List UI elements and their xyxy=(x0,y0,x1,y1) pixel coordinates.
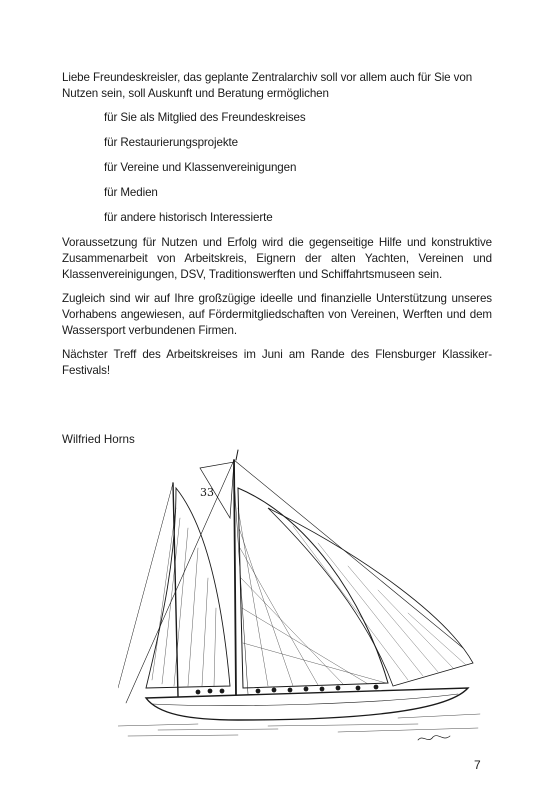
intro-paragraph: Liebe Freundeskreisler, das geplante Zentralarchiv soll vor allem auch für Sie von Nutzen sein, soll Auskunft und Beratung ermöglichen xyxy=(62,71,473,100)
signature: Wilfried Horns xyxy=(62,433,135,446)
body-text xyxy=(62,70,492,387)
sail-number: 33 xyxy=(200,486,214,499)
sailing-yacht-illustration xyxy=(118,448,488,748)
genoa xyxy=(268,508,473,686)
paragraph-support: Zugleich sind wir auf Ihre großzügige ideelle und finanzielle Unterstützung unseres Vorhabens angewiesen, auf Fördermitgliedschaften von Vereinen, Werften und dem Wassersport verbundenen Firmen. xyxy=(62,292,492,337)
list-item: für andere historisch Interessierte xyxy=(104,211,273,224)
mainsail xyxy=(238,488,388,688)
audience-list xyxy=(104,110,492,226)
list-item: für Vereine und Klassenvereinigungen xyxy=(104,161,297,174)
list-item: für Sie als Mitglied des Freundeskreises xyxy=(104,111,306,124)
artist-signature xyxy=(418,736,450,740)
list-item: für Medien xyxy=(104,186,158,199)
paragraph-cooperation: Voraussetzung für Nutzen und Erfolg wird die gegenseitige Hilfe und konstruktive Zusammenarbeit von Arbeitskreis, Eignern der alten Yachten, Vereinen und Klassenvereinigungen, DSV, Traditionswerften und Schiffahrtsmuseen sein. xyxy=(62,236,492,281)
page-number: 7 xyxy=(474,758,481,772)
paragraph-next-meeting: Nächster Treff des Arbeitskreises im Juni am Rande des Flensburger Klassiker-Festivals! xyxy=(62,348,492,377)
foresail xyxy=(146,488,230,688)
list-item: für Restaurierungsprojekte xyxy=(104,136,239,149)
